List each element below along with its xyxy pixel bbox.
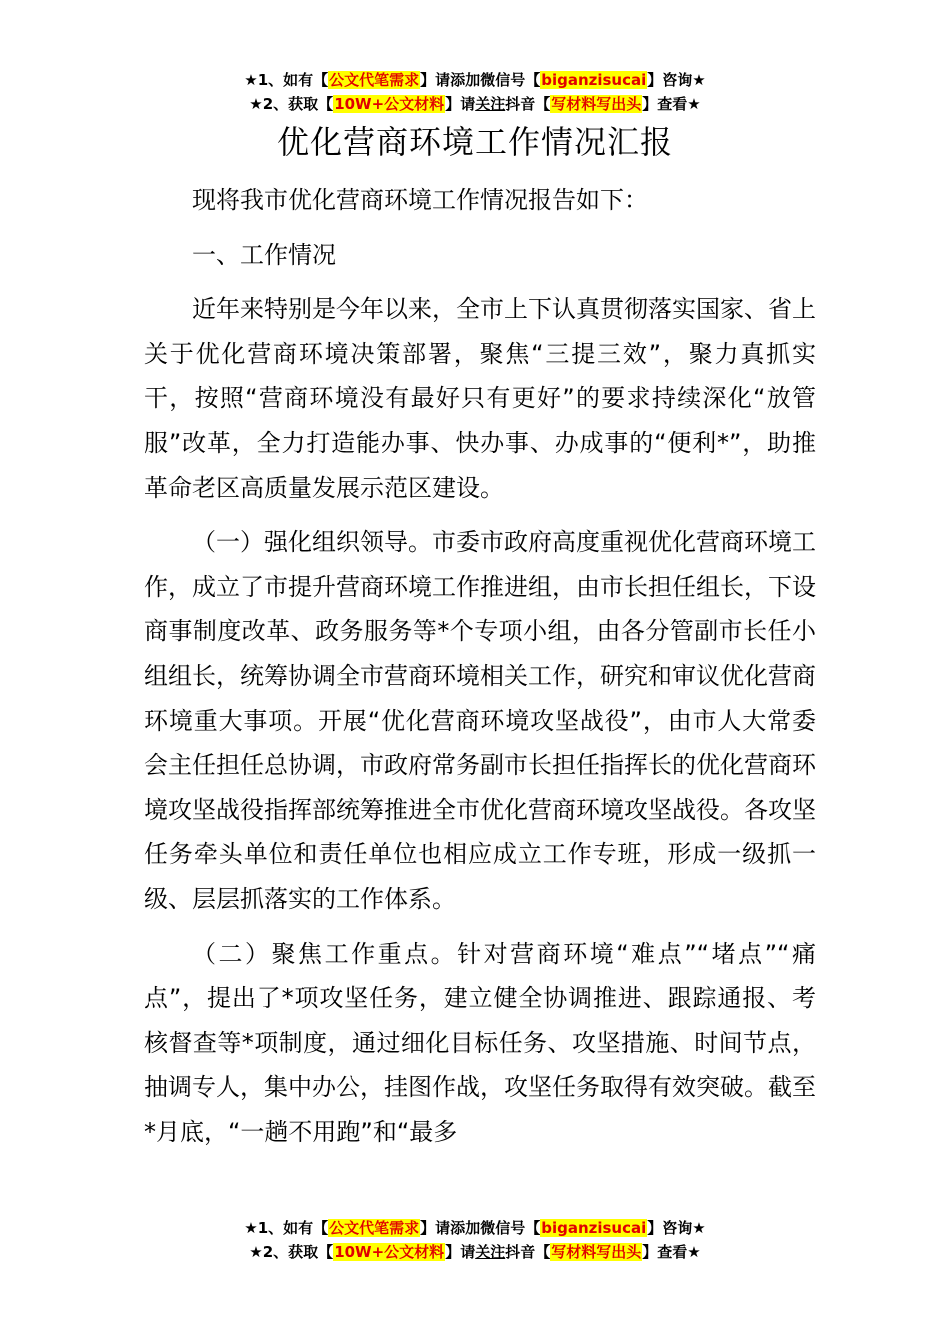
footer-bold-word: 加 bbox=[465, 1219, 481, 1237]
footer-line-1-suffix: 】咨询★ bbox=[647, 1219, 706, 1237]
footer-line-1-middle-2: 微信号【 bbox=[480, 1219, 541, 1237]
banner-line-2-middle: 】请 bbox=[445, 95, 476, 113]
document-title: 优化营商环境工作情况汇报 bbox=[276, 123, 673, 161]
banner-bold-word: 加 bbox=[465, 71, 481, 89]
section-heading: 一、工作情况 bbox=[192, 240, 336, 269]
banner-line-1 bbox=[0, 68, 950, 92]
footer-douyin-account: 写材料写出头 bbox=[551, 1243, 642, 1261]
banner-line-2-middle-2: 抖音【 bbox=[505, 95, 551, 113]
footer-banner bbox=[0, 1216, 950, 1264]
footer-underlined-word: 关注 bbox=[475, 1243, 506, 1261]
banner-line-1-middle-2: 微信号【 bbox=[480, 71, 541, 89]
intro-paragraph: 现将我市优化营商环境工作情况报告如下： bbox=[192, 186, 648, 214]
banner-highlight-service: 公文代笔需求 bbox=[329, 71, 420, 89]
banner-line-2 bbox=[0, 92, 950, 116]
body-paragraph-1: 近年来特别是今年以来，全市上下认真贯彻落实国家、省上关于优化营商环境决策部署，聚焦“三提三效”，聚力真抓实干，按照“营商环境没有最好只有更好”的要求持续深化“放管服”改革，全力打造能办事、快办事、办成事的“便利*”，助推革命老区高质量发展示范区建设。 bbox=[144, 295, 816, 502]
banner-line-1-middle: 】请添 bbox=[420, 71, 466, 89]
banner-wechat-id: biganzisucai bbox=[541, 71, 647, 89]
footer-line-2-middle-2: 抖音【 bbox=[505, 1243, 551, 1261]
footer-line-2-suffix: 】查看★ bbox=[642, 1243, 701, 1261]
document-body bbox=[144, 178, 816, 1154]
banner-underlined-word: 关注 bbox=[475, 95, 506, 113]
body-paragraph-2: （一）强化组织领导。市委市政府高度重视优化营商环境工作，成立了市提升营商环境工作推进组，由市长担任组长，下设商事制度改革、政务服务等*个专项小组，由各分管副市长任小组组长，统筹协调全市营商环境相关工作，研究和审议优化营商环境重大事项。开展“优化营商环境攻坚战役”，由市人大常委会主任担任总协调，市政府常务副市长担任指挥长的优化营商环境攻坚战役指挥部统筹推进全市优化营商环境攻坚战役。各攻坚任务牵头单位和责任单位也相应成立工作专班，形成一级抓一级、层层抓落实的工作体系。 bbox=[144, 528, 816, 913]
banner-line-2-suffix: 】查看★ bbox=[642, 95, 701, 113]
footer-line-2-middle: 】请 bbox=[445, 1243, 476, 1261]
header-banner bbox=[0, 68, 950, 116]
banner-highlight-materials: 10W+公文材料 bbox=[334, 95, 445, 113]
banner-line-1-suffix: 】咨询★ bbox=[647, 71, 706, 89]
body-paragraph-3: （二）聚焦工作重点。针对营商环境“难点”“堵点”“痛点”，提出了*项攻坚任务，建立健全协调推进、跟踪通报、考核督查等*项制度，通过细化目标任务、攻坚措施、时间节点，抽调专人，集中办公，挂图作战，攻坚任务取得有效突破。截至*月底，“一趟不用跑”和“最多 bbox=[144, 939, 816, 1146]
banner-douyin-account: 写材料写出头 bbox=[551, 95, 642, 113]
footer-line-2-prefix: ★2、获取【 bbox=[249, 1243, 334, 1261]
footer-highlight-service: 公文代笔需求 bbox=[329, 1219, 420, 1237]
banner-line-1-prefix: ★1、如有【 bbox=[244, 71, 329, 89]
banner-line-2-prefix: ★2、获取【 bbox=[249, 95, 334, 113]
footer-highlight-materials: 10W+公文材料 bbox=[334, 1243, 445, 1261]
footer-line-1-prefix: ★1、如有【 bbox=[244, 1219, 329, 1237]
footer-wechat-id: biganzisucai bbox=[541, 1219, 647, 1237]
footer-line-1-middle: 】请添 bbox=[420, 1219, 466, 1237]
footer-banner-line-2 bbox=[0, 1240, 950, 1264]
footer-banner-line-1 bbox=[0, 1216, 950, 1240]
